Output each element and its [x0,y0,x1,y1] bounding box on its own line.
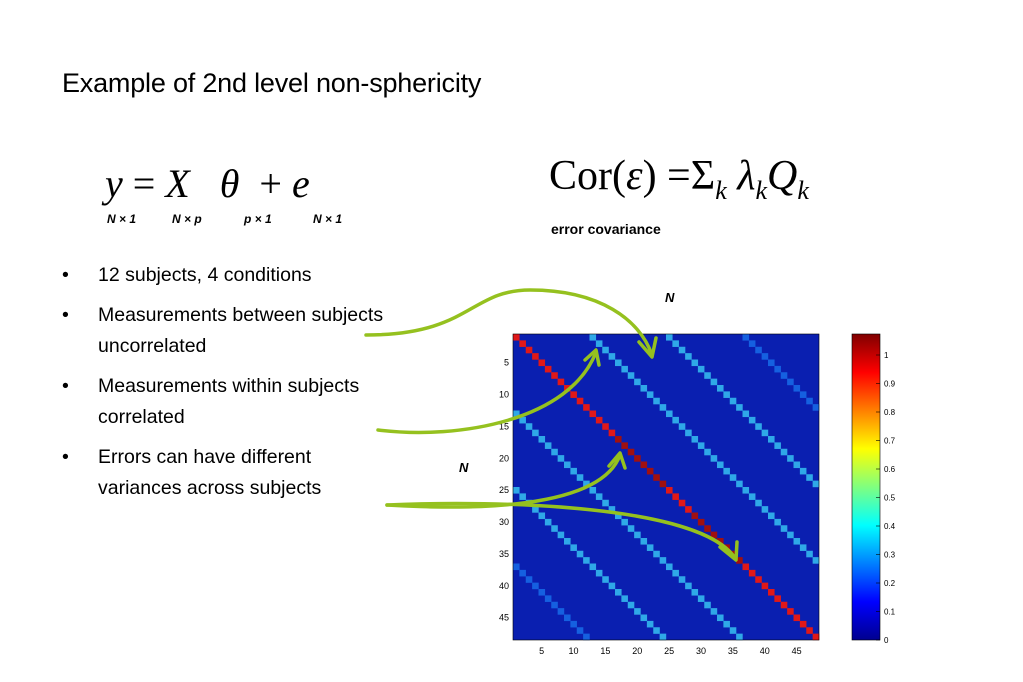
matrix-cell [774,366,781,373]
matrix-cell [781,602,788,609]
matrix-cell [602,500,609,507]
matrix-cell [577,551,584,558]
matrix-cell [532,430,539,437]
matrix-cell [666,487,673,494]
matrix-cell [743,487,750,494]
matrix-cell [672,417,679,424]
matrix-cell [768,360,775,367]
colorbar-tick-label: 0.4 [884,522,896,531]
matrix-cell [762,506,769,513]
x-tick-label: 40 [759,646,770,656]
matrix-cell [743,411,750,418]
colorbar-tick-label: 0.2 [884,579,896,588]
matrix-cell [806,627,813,634]
matrix-cell [794,385,801,392]
matrix-cell [813,557,820,564]
matrix-cell [755,423,762,430]
matrix-cell [590,334,597,341]
matrix-cell [813,481,820,488]
matrix-cell [711,379,718,386]
matrix-cell [736,481,743,488]
matrix-cell [558,608,565,615]
matrix-cell [704,372,711,379]
matrix-cell [539,360,546,367]
matrix-cell [749,417,756,424]
dim-y: N × 1 [107,212,137,226]
matrix-cell [545,595,552,602]
dim-x: N × p [172,212,202,226]
matrix-cell [787,608,794,615]
matrix-cell [679,347,686,354]
matrix-cell [526,347,533,354]
covariance-matrix-image [513,334,819,640]
matrix-cell [519,493,526,500]
matrix-cell [615,589,622,596]
matrix-cell [704,525,711,532]
matrix-cell [755,500,762,507]
error-covariance-label: error covariance [551,221,661,237]
x-tick-label: 20 [632,646,643,656]
matrix-cell [628,449,635,456]
eq-y: y [105,161,123,206]
matrix-cell [666,564,673,571]
matrix-cell [768,589,775,596]
matrix-cell [704,449,711,456]
matrix-cell [621,519,628,526]
x-tick-label: 45 [791,646,802,656]
matrix-cell [609,353,616,360]
matrix-cell [800,544,807,551]
matrix-cell [609,583,616,590]
eq-e: e [291,161,310,206]
matrix-cell [692,513,699,520]
colorbar-tick-label: 0.9 [884,379,896,389]
y-tick-label: 15 [498,421,509,432]
matrix-cell [762,430,769,437]
matrix-n-label-top: N [665,290,675,305]
matrix-cell [621,595,628,602]
dim-e: N × 1 [313,212,343,226]
matrix-cell [590,487,597,494]
matrix-cell [660,634,667,641]
matrix-cell [653,551,660,558]
matrix-cell [672,340,679,347]
bullet-item: • 12 subjects, 4 conditions [62,260,398,291]
matrix-cell [736,404,743,411]
y-tick-label: 30 [498,517,509,528]
matrix-cell [660,404,667,411]
matrix-cell [558,532,565,539]
x-tick-label: 15 [600,646,611,656]
eq-equals: = [132,161,156,206]
matrix-cell [762,583,769,590]
matrix-cell [558,379,565,386]
matrix-cell [551,372,558,379]
matrix-cell [749,340,756,347]
matrix-cell [577,398,584,405]
matrix-cell [774,519,781,526]
matrix-cell [692,589,699,596]
y-tick-label: 5 [503,357,509,368]
matrix-cell [698,519,705,526]
x-tick-label: 30 [696,646,707,656]
matrix-cell [679,576,686,583]
matrix-cell [513,487,520,494]
matrix-cell [730,627,737,634]
matrix-cell [806,398,813,405]
matrix-cell [641,538,648,545]
matrix-cell [672,570,679,577]
matrix-cell [743,334,750,341]
matrix-cell [800,391,807,398]
matrix-cell [653,398,660,405]
matrix-cell [666,334,673,341]
matrix-cell [551,602,558,609]
matrix-cell [609,430,616,437]
matrix-cell [570,391,577,398]
matrix-cell [602,347,609,354]
matrix-cell [711,455,718,462]
bullet-item: • Measurements within subjects correlated [62,371,398,433]
matrix-cell [781,525,788,532]
matrix-cell [545,519,552,526]
matrix-cell [532,583,539,590]
matrix-cell [621,442,628,449]
matrix-cell [539,589,546,596]
matrix-cell [666,411,673,418]
matrix-cell [692,360,699,367]
matrix-cell [590,411,597,418]
matrix-cell [762,353,769,360]
matrix-cell [794,538,801,545]
colorbar-tick-label: 0.1 [884,607,896,617]
x-tick-label: 10 [568,646,579,656]
x-tick-label: 25 [664,646,675,656]
matrix-cell [774,442,781,449]
matrix-cell [781,372,788,379]
matrix-cell [628,372,635,379]
matrix-cell [641,462,648,469]
matrix-cell [800,468,807,475]
colorbar-tick-label: 0.3 [884,550,896,560]
matrix-cell [641,615,648,622]
matrix-cell [806,474,813,481]
matrix-cell [583,634,590,641]
colorbar-tick-label: 0.6 [884,465,896,474]
matrix-cell [813,634,820,641]
y-tick-label: 10 [498,389,509,400]
matrix-cell [519,340,526,347]
matrix-cell [698,366,705,373]
y-tick-label: 25 [498,485,509,496]
matrix-cell [551,525,558,532]
matrix-cell [634,455,641,462]
matrix-cell [787,532,794,539]
matrix-cell [641,385,648,392]
matrix-cell [755,576,762,583]
matrix-cell [743,564,750,571]
matrix-cell [679,500,686,507]
y-tick-label: 35 [498,548,509,559]
matrix-cell [647,391,654,398]
matrix-cell [774,595,781,602]
matrix-cell [615,436,622,443]
matrix-cell [513,334,520,341]
matrix-cell [787,379,794,386]
matrix-cell [590,564,597,571]
y-tick-label: 20 [498,453,509,464]
colorbar-tick-label: 0.5 [884,493,896,503]
matrix-cell [628,602,635,609]
matrix-cell [717,385,724,392]
matrix-cell [564,462,571,469]
matrix-cell [794,615,801,622]
matrix-cell [596,340,603,347]
matrix-cell [730,474,737,481]
matrix-cell [672,493,679,500]
matrix-cell [723,621,730,628]
matrix-cell [596,493,603,500]
matrix-cell [634,379,641,386]
matrix-cell [723,468,730,475]
colorbar-tick-label: 0.7 [884,436,896,446]
matrix-cell [736,634,743,641]
matrix-cell [526,423,533,430]
colorbar-tick-label: 0.8 [884,408,896,417]
matrix-cell [711,608,718,615]
matrix-cell [577,627,584,634]
matrix-cell [685,583,692,590]
matrix-cell [723,391,730,398]
matrix-cell [660,481,667,488]
x-tick-label: 5 [539,646,545,656]
matrix-cell [558,455,565,462]
matrix-cell [730,398,737,405]
covariance-formula: $Cor(\varepsilon) =\Sigma_k$ $\lambda_kQ_k$ [549,153,809,205]
matrix-cell [615,360,622,367]
matrix-cell [813,404,820,411]
eq-x: X [165,161,190,206]
matrix-cell [800,621,807,628]
matrix-cell [749,570,756,577]
matrix-cell [647,544,654,551]
matrix-cell [634,608,641,615]
matrix-cell [768,436,775,443]
matrix-cell [583,404,590,411]
matrix-cell [653,627,660,634]
matrix-cell [628,525,635,532]
bullet-item: • Errors can have different variances across subjects [62,442,398,504]
matrix-cell [704,602,711,609]
slide-title: Example of 2nd level non-sphericity [62,68,482,98]
matrix-cell [570,544,577,551]
matrix-cell [545,366,552,373]
matrix-cell [634,532,641,539]
matrix-cell [787,455,794,462]
matrix-cell [539,436,546,443]
y-tick-label: 40 [498,580,509,591]
matrix-cell [532,353,539,360]
matrix-cell [564,615,571,622]
matrix-cell [717,615,724,622]
matrix-cell [806,551,813,558]
colorbar-tick-label: 0 [884,636,889,645]
matrix-cell [621,366,628,373]
matrix-cell [526,576,533,583]
matrix-cell [692,436,699,443]
matrix-cell [545,442,552,449]
matrix-cell [685,353,692,360]
bullet-item: • Measurements between subjects uncorrelated [62,300,398,362]
matrix-cell [679,423,686,430]
matrix-cell [698,442,705,449]
matrix-cell [539,513,546,520]
matrix-cell [647,468,654,475]
x-tick-label: 35 [727,646,738,656]
matrix-cell [519,570,526,577]
matrix-cell [647,621,654,628]
matrix-cell [685,506,692,513]
matrix-cell [596,570,603,577]
matrix-cell [794,462,801,469]
matrix-cell [551,449,558,456]
eq-plus: + [259,161,282,206]
matrix-cell [570,468,577,475]
matrix-cell [577,474,584,481]
matrix-n-label-left: N [459,460,469,475]
dim-theta: p × 1 [244,212,272,226]
matrix-cell [755,347,762,354]
matrix-cell [583,557,590,564]
matrix-cell [596,417,603,424]
matrix-cell [602,423,609,430]
colorbar-tick-label: 1 [884,351,889,360]
matrix-cell [768,513,775,520]
matrix-cell [653,474,660,481]
matrix-cell [781,449,788,456]
matrix-cell [698,595,705,602]
matrix-cell [564,538,571,545]
matrix-cell [749,493,756,500]
matrix-cell [570,621,577,628]
matrix-cell [602,576,609,583]
matrix-cell [717,462,724,469]
matrix-cell [513,564,520,571]
eq-theta: θ [219,161,240,206]
matrix-cell [660,557,667,564]
matrix-cell [685,430,692,437]
colorbar [852,334,880,640]
y-tick-label: 45 [498,612,509,623]
